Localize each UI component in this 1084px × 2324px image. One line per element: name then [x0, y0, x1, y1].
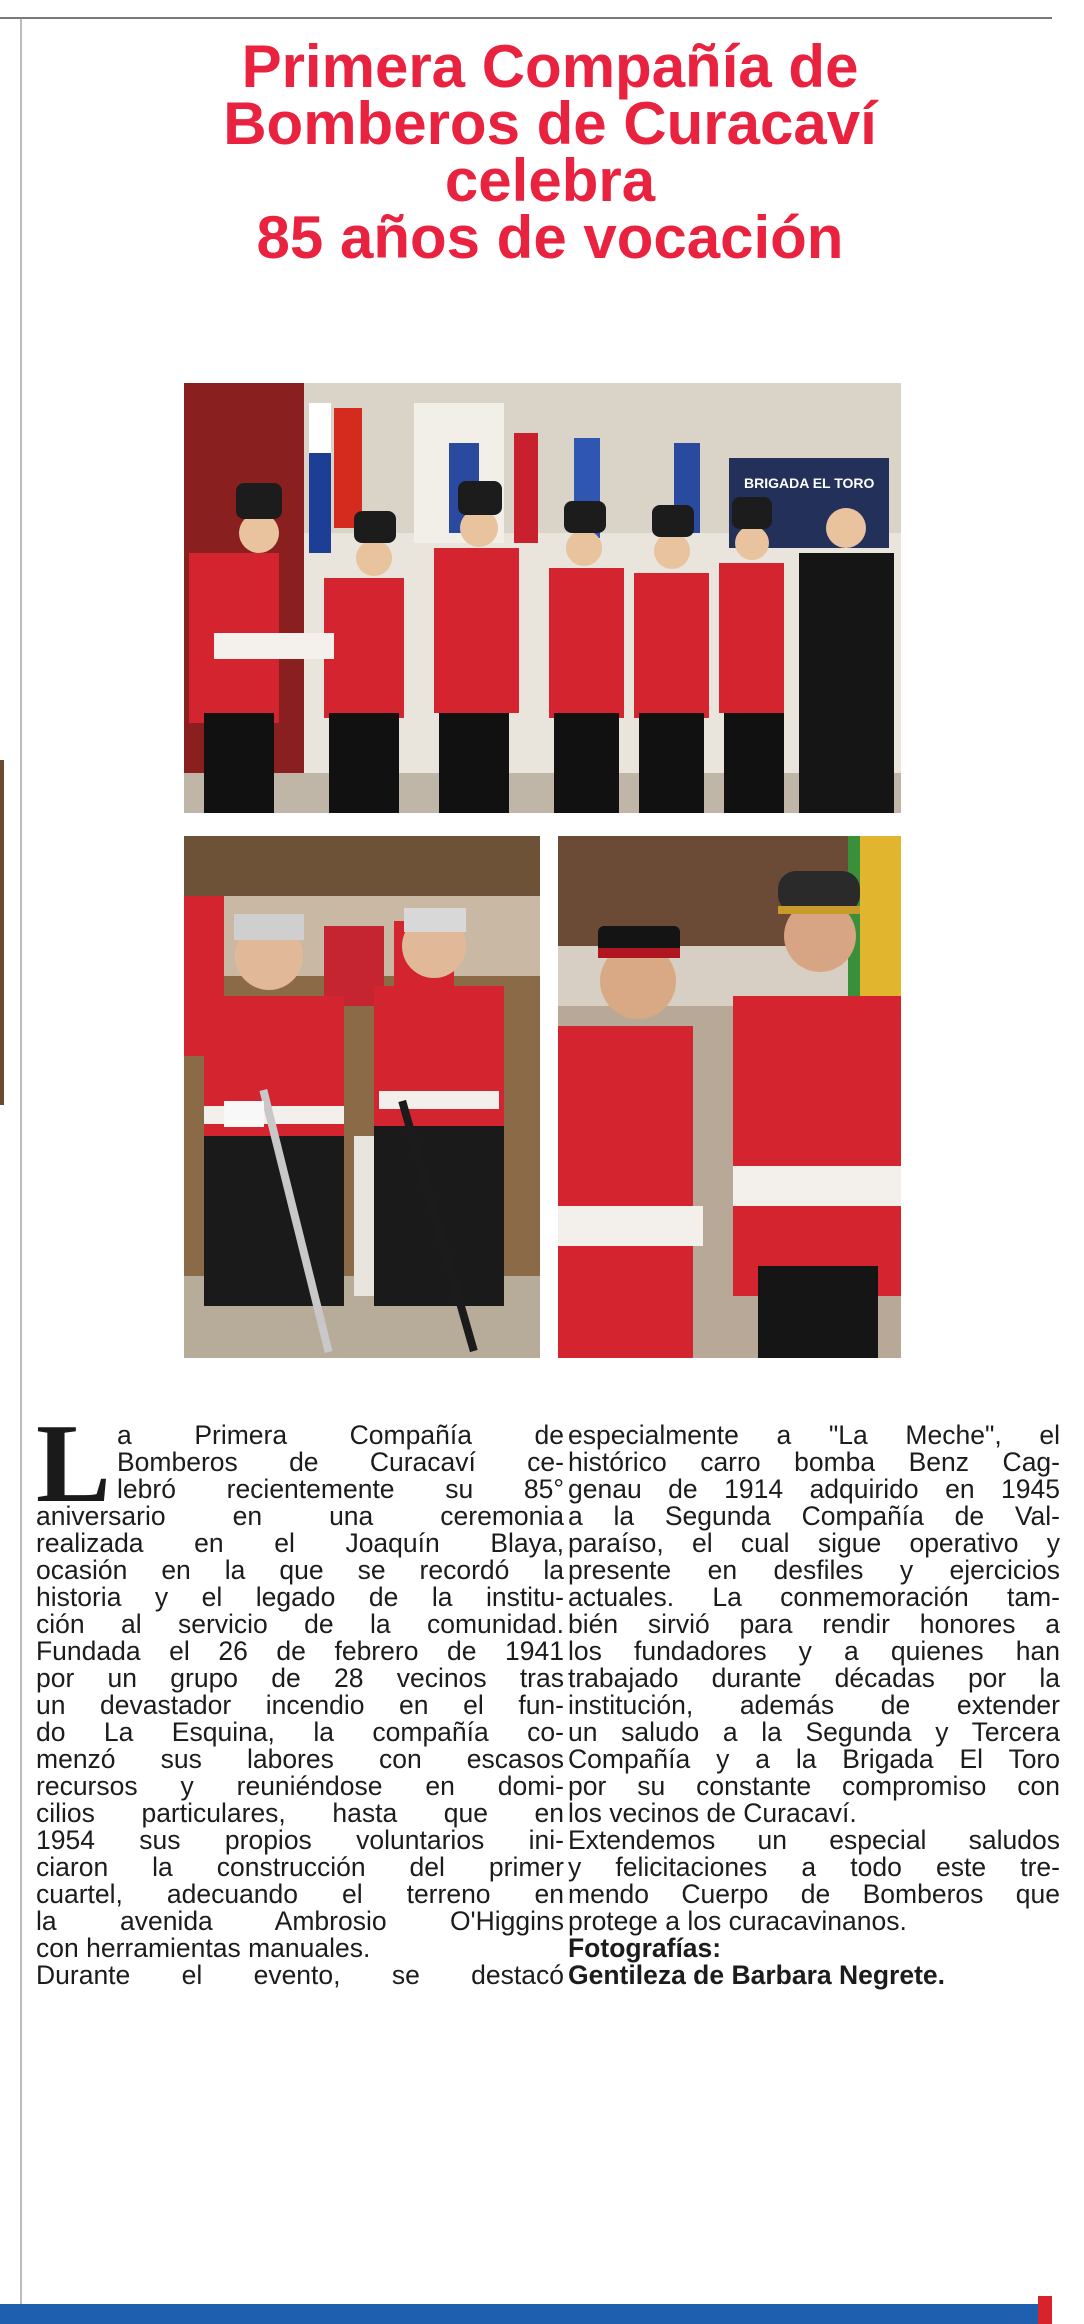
article-line: un devastador incendio en el fun- [36, 1690, 564, 1720]
article-line: mendo Cuerpo de Bomberos que [568, 1879, 1060, 1909]
headline-line-2: Bomberos de Curacaví [223, 90, 877, 157]
bottom-color-bar [0, 2304, 1052, 2324]
article-column-left [36, 1402, 564, 1990]
article-line: ciaron la construcción del primer [36, 1852, 564, 1882]
headline-line-3: celebra [444, 147, 656, 214]
article-line: un saludo a la Segunda y Tercera [568, 1717, 1060, 1747]
article-line: trabajado durante décadas por la [568, 1663, 1060, 1693]
article-line: histórico carro bomba Benz Cag- [568, 1447, 1060, 1477]
adjacent-page-edge [0, 760, 4, 1105]
article-line: protege a los curacavinanos. [568, 1906, 907, 1936]
article-line: cilios particulares, hasta que en [36, 1798, 564, 1828]
photo-seated-veterans [184, 836, 540, 1358]
article-line: bién sirvió para rendir honores a [568, 1609, 1060, 1639]
article-line: actuales. La conmemoración tam- [568, 1582, 1060, 1612]
article-line: realizada en el Joaquín Blaya, [36, 1528, 564, 1558]
article-line: la avenida Ambrosio O'Higgins [36, 1906, 564, 1936]
article-line: Fundada el 26 de febrero de 1941 [36, 1636, 564, 1666]
left-column-rule [20, 19, 22, 2309]
article-line: Durante el evento, se destacó [36, 1960, 564, 1990]
headline-line-1: Primera Compañía de [241, 33, 859, 100]
article-line: institución, además de extender [568, 1690, 1060, 1720]
article-line: 1954 sus propios voluntarios ini- [36, 1825, 564, 1855]
headline [60, 33, 1040, 271]
article-line: aniversario en una ceremonia [36, 1501, 564, 1531]
article-line: ción al servicio de la comunidad. [36, 1609, 564, 1639]
article-line: recursos y reuniéndose en domi- [36, 1771, 564, 1801]
article-column-right [568, 1422, 1060, 1989]
headline-line-4: 85 años de vocación [256, 204, 844, 271]
photo-credit-label: Fotografías: [568, 1933, 722, 1963]
article-line: y felicitaciones a todo este tre- [568, 1852, 1060, 1882]
article-line: Compañía y a la Brigada El Toro [568, 1744, 1060, 1774]
article-line: los vecinos de Curacaví. [568, 1798, 857, 1828]
article-line: los fundadores y a quienes han [568, 1636, 1060, 1666]
photo-two-firefighters [558, 836, 901, 1358]
article-line: lebró recientemente su 85° [117, 1474, 564, 1504]
top-rule [0, 17, 1052, 19]
article-line: do La Esquina, la compañía co- [36, 1717, 564, 1747]
article-line: por un grupo de 28 vecinos tras [36, 1663, 564, 1693]
bottom-red-marker [1038, 2296, 1052, 2324]
photo-credit-text: Gentileza de Barbara Negrete. [568, 1960, 946, 1990]
article-line: ocasión en la que se recordó la [36, 1555, 564, 1585]
article-line: cuartel, adecuando el terreno en [36, 1879, 564, 1909]
article-line: a Primera Compañía de [117, 1420, 564, 1450]
article-line: presente en desfiles y ejercicios [568, 1555, 1060, 1585]
article-line: por su constante compromiso con [568, 1771, 1060, 1801]
article-line: historia y el legado de la institu- [36, 1582, 564, 1612]
article-line: Bomberos de Curacaví ce- [117, 1447, 564, 1477]
article-line: genau de 1914 adquirido en 1945 [568, 1474, 1060, 1504]
article-line: paraíso, el cual sigue operativo y [568, 1528, 1060, 1558]
article-line: a la Segunda Compañía de Val- [568, 1501, 1060, 1531]
photo-ceremony-group [184, 383, 901, 813]
article-line: menzó sus labores con escasos [36, 1744, 564, 1774]
article-line: con herramientas manuales. [36, 1933, 371, 1963]
article-line: Extendemos un especial saludos [568, 1825, 1060, 1855]
brigada-banner: BRIGADA EL TORO [744, 475, 875, 491]
drop-cap: L [36, 1402, 111, 1526]
article-line: especialmente a "La Meche", el [568, 1420, 1060, 1450]
